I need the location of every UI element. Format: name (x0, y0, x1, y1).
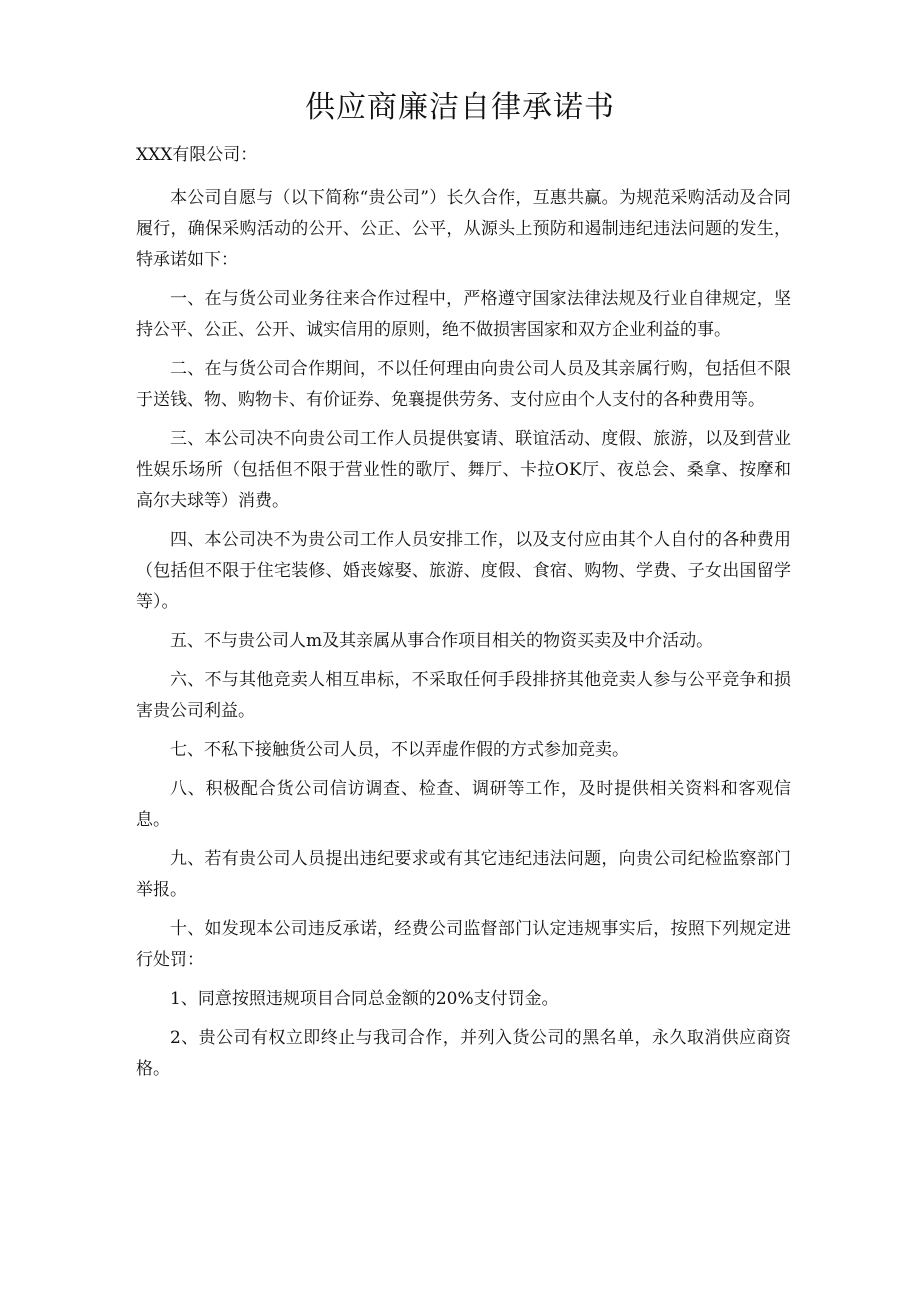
paragraph-item-1: 一、在与货公司业务往来合作过程中，严格遵守国家法律法规及行业自律规定，坚持公平、公正、公开、诚实信用的原则，绝不做损害国家和双方企业利益的事。 (136, 289, 791, 340)
paragraph-item-6: 六、不与其他竞卖人相互串标，不采取任何手段排挤其他竞卖人参与公平竞争和损害贵公司利益。 (136, 670, 791, 721)
paragraph-item-4: 四、本公司决不为贵公司工作人员安排工作，以及支付应由其个人自付的各种费用（包括但不限于住宅装修、婚丧嫁娶、旅游、度假、食宿、购物、学费、子女出国留学等）。 (136, 530, 791, 612)
paragraph-item-5: 五、不与贵公司人m及其亲属从事合作项目相关的物资买卖及中介活动。 (170, 631, 714, 651)
paragraph-intro: 本公司自愿与（以下简称“贵公司”）长久合作，互惠共赢。为规范采购活动及合同履行，确保采购活动的公开、公正、公平，从源头上预防和遏制违纪违法问题的发生，特承诺如下： (136, 188, 791, 270)
penalty-item-2: 2、贵公司有权立即终止与我司合作，并列入货公司的黑名单，永久取消供应商资格。 (136, 1028, 791, 1079)
paragraph-item-8: 八、积极配合货公司信访调查、检查、调研等工作，及时提供相关资料和客观信息。 (136, 779, 791, 830)
paragraph-item-9: 九、若有贵公司人员提出违纪要求或有其它违纪违法问题，向贵公司纪检监察部门举报。 (136, 849, 791, 900)
paragraph-item-7: 七、不私下接触货公司人员，不以弄虚作假的方式参加竞卖。 (170, 740, 629, 760)
paragraph-item-3: 三、本公司决不向贵公司工作人员提供宴请、联谊活动、度假、旅游，以及到营业性娱乐场所（包括但不限于营业性的歌厅、舞厅、卡拉OK厅、夜总会、桑拿、按摩和高尔夫球等）消费。 (136, 429, 791, 511)
document-body (136, 183, 791, 1093)
paragraph-item-2: 二、在与货公司合作期间，不以任何理由向贵公司人员及其亲属行购，包括但不限于送钱、物、购物卡、有价证券、免襄提供劳务、支付应由个人支付的各种费用等。 (136, 359, 791, 410)
paragraph-item-10: 十、如发现本公司违反承诺，经费公司监督部门认定违规事实后，按照下列规定进行处罚： (136, 919, 791, 970)
salutation: XXX有限公司： (136, 145, 258, 165)
penalty-item-1: 1、同意按照违规项目合同总金额的20%支付罚金。 (170, 989, 559, 1009)
document-title: 供应商廉洁自律承诺书 (305, 90, 615, 125)
